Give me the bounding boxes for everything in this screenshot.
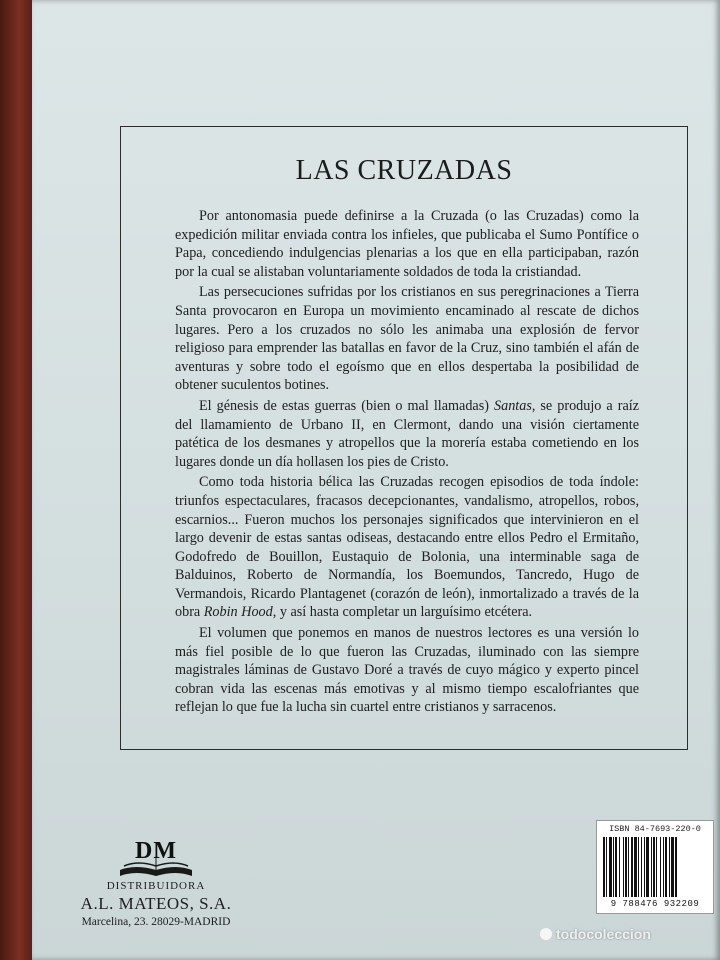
isbn-number: ISBN 84-7693-220-0 (609, 824, 701, 834)
paragraph-1: Por antonomasia puede definirse a la Cruzada (o las Cruzadas) como la expedición militar enviada contra los infieles, que publicaba el Sumo Pontífice o Papa, concediendo indulgencias plenarias a los que en ella participaban, razón por la cual se alistaban voluntariamente soldados de toda la cristiandad. (175, 208, 639, 280)
barcode-label (596, 820, 714, 914)
publisher-logo-text: DM (135, 838, 177, 864)
publisher-block (56, 836, 256, 928)
book-title: LAS CRUZADAS (295, 155, 513, 186)
back-cover (32, 0, 720, 960)
publisher-logo (116, 836, 196, 880)
paragraph-4: Como toda historia bélica las Cruzadas recogen episodios de toda índole: triunfos espectaculares, fracasos decepcionantes, vandalismo, atropellos, robos, escarnios... Fueron muchos los personajes significados que intervinieron en el largo devenir de estas santas odiseas, destacando entre ellos Pedro el Ermitaño, Godofredo de Bouillon, Eustaquio de Bolonia, una interminable saga de Balduinos, Roberto de Normandía, los Boemundos, Tancredo, Hugo de Vermandois, Ricardo Plantagenet (corazón de león), inmortalizado a través de la obra Robin Hood, y así hasta completar un larguísimo etcétera. (175, 474, 639, 621)
paragraph-2: Las persecuciones sufridas por los cristianos en sus peregrinaciones a Tierra Santa provocaron en Europa un movimiento encaminado al rescate de dichos lugares. Pero a los cruzados no sólo les animaba una explosión de fervor religioso para emprender las batallas en favor de la Cruz, sino también el afán de aventuras y sobre todo el egoísmo que en ellos despertaba la posibilidad de obtener suculentos botines. (175, 284, 639, 394)
publisher-name: A.L. MATEOS, S.A. (80, 894, 232, 913)
ean-number: 9 788476 932209 (610, 899, 700, 909)
book-spine-edge (0, 0, 32, 960)
publisher-address: Marcelina, 23. 28029-MADRID (81, 916, 231, 928)
watermark-text: todocoleccion (556, 926, 651, 942)
publisher-label: DISTRIBUIDORA (106, 880, 206, 892)
site-watermark (540, 926, 651, 942)
watermark-logo-icon (540, 928, 552, 940)
paragraph-5: El volumen que ponemos en manos de nuestros lectores es una versión lo más fiel posible de lo que fueron las Cruzadas, iluminado con las siempre magistrales láminas de Gustavo Doré a través de cuyo mágico y experto pincel cobran vida las escenas más emotivas y al mismo tiempo escalofriantes que reflejan lo que fue la lucha sin cuartel entre cristianos y sarracenos. (175, 625, 639, 716)
paragraph-3: El génesis de estas guerras (bien o mal llamadas) Santas, se produjo a raíz del llamamiento de Urbano II, en Clermont, dando una visión ciertamente patética de los desmanes y atropellos que la morería estaba cometiendo en los lugares donde un día hollasen los pies de Cristo. (175, 397, 640, 470)
synopsis-frame (120, 126, 688, 750)
barcode-graphic (603, 837, 707, 897)
synopsis-text (175, 207, 639, 717)
